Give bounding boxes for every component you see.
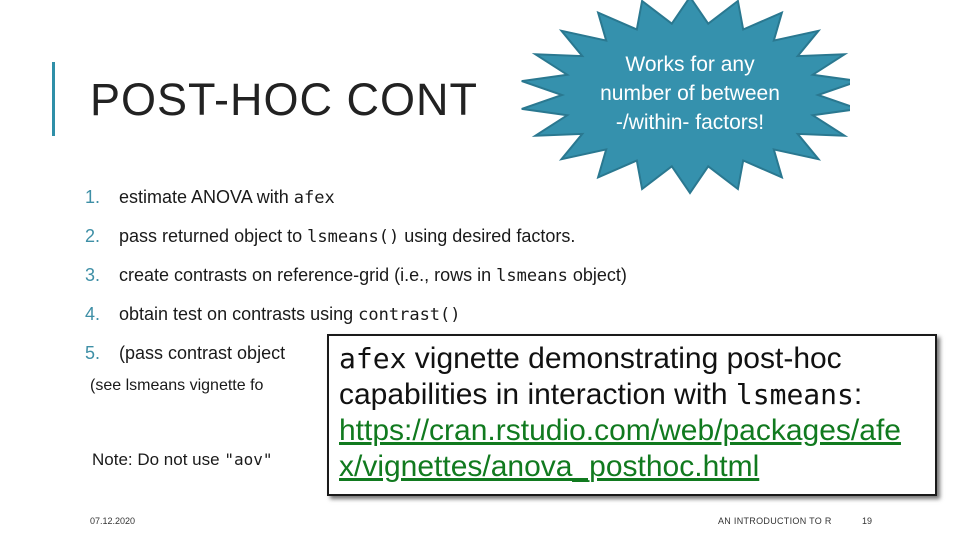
starburst-line-2: number of between: [600, 82, 780, 105]
list-text-after: using desired factors.: [399, 226, 576, 246]
page-number: 19: [862, 516, 873, 526]
vignette-link[interactable]: [339, 413, 935, 485]
starburst-line-1: Works for any: [625, 53, 755, 76]
list-number: 1.: [85, 187, 101, 207]
list-text-after: object): [567, 265, 627, 285]
list-item: [85, 217, 627, 256]
callout-text: capabilities in interaction with: [339, 378, 736, 411]
callout-line-1: [339, 341, 935, 377]
starburst-line-3: -/within- factors!: [615, 111, 765, 134]
vignette-link-line-1[interactable]: https://cran.rstudio.com/web/packages/afe: [339, 414, 901, 447]
list-number: 3.: [85, 265, 101, 285]
list-item: [85, 295, 627, 334]
lsmeans-vignette-note: (see lsmeans vignette fo: [90, 377, 264, 394]
afex-vignette-callout: [327, 334, 937, 496]
list-code: afex: [293, 187, 335, 208]
callout-code: lsmeans: [735, 378, 854, 411]
list-code: lsmeans(): [307, 226, 400, 247]
list-text: create contrasts on reference-grid (i.e., rows in: [119, 265, 497, 285]
footer-date: 07.12.2020: [90, 516, 136, 526]
list-code: contrast(): [358, 304, 461, 325]
list-code: lsmeans: [496, 265, 568, 286]
list-number: 4.: [85, 304, 101, 324]
callout-text: vignette demonstrating post-hoc: [406, 342, 842, 375]
footer-title: AN INTRODUCTION TO R: [718, 516, 832, 526]
list-text: (pass contrast object: [119, 343, 286, 363]
list-text: obtain test on contrasts using: [119, 304, 359, 324]
vignette-link-line-2[interactable]: x/vignettes/anova_posthoc.html: [339, 450, 760, 483]
title-accent-bar: [52, 62, 55, 136]
callout-text: :: [853, 378, 863, 411]
aov-note: [92, 450, 272, 470]
list-item: [85, 178, 627, 217]
list-number: 2.: [85, 226, 101, 246]
slide-title: POST-HOC CONT: [90, 74, 479, 125]
list-number: 5.: [85, 343, 101, 363]
note-text: Note: Do not use: [92, 450, 225, 469]
callout-code: afex: [339, 342, 407, 375]
note-code: "aov": [224, 450, 273, 469]
starburst-callout: [565, 50, 815, 137]
list-text: estimate ANOVA with: [119, 187, 294, 207]
list-text: pass returned object to: [119, 226, 308, 246]
list-item: [85, 256, 627, 295]
callout-line-2: [339, 377, 935, 413]
